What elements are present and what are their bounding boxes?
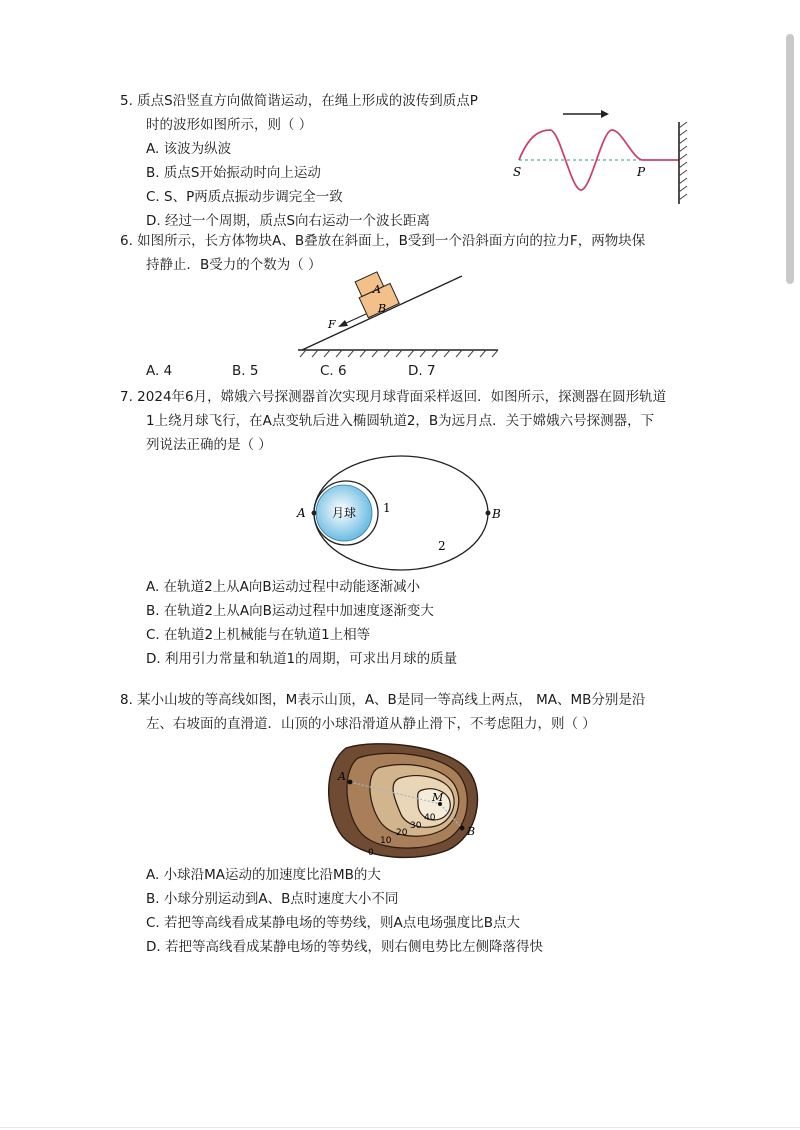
q5-option-b: B. 质点S开始振动时向上运动 xyxy=(146,165,321,181)
contour-label-20: 20 xyxy=(396,828,408,838)
point-a xyxy=(348,780,353,785)
label-b: B xyxy=(467,825,476,838)
q5-option-a: A. 该波为纵波 xyxy=(146,141,232,157)
q7-orbit-figure xyxy=(292,452,512,576)
point-b xyxy=(460,826,465,831)
label-a: A xyxy=(338,770,346,783)
q7-option-a: A. 在轨道2上从A向B运动过程中动能逐渐减小 xyxy=(146,579,421,595)
q5-stem-line1: 5. 质点S沿竖直方向做简谐运动，在绳上形成的波传到质点P xyxy=(120,93,478,109)
ground-hatching xyxy=(300,350,498,357)
q8-option-a: A. 小球沿MA运动的加速度比沿MB的大 xyxy=(146,867,381,883)
contour-label-30: 30 xyxy=(410,821,422,831)
force-arrow-head xyxy=(338,320,348,327)
q7-option-d: D. 利用引力常量和轨道1的周期，可求出月球的质量 xyxy=(146,651,458,667)
q8-option-c: C. 若把等高线看成某静电场的等势线，则A点电场强度比B点大 xyxy=(146,915,521,931)
contour-label-0: 0 xyxy=(368,848,374,858)
label-m: M xyxy=(432,791,444,804)
q6-option-c: C. 6 xyxy=(320,363,347,379)
q7-option-b: B. 在轨道2上从A向B运动过程中加速度逐渐变大 xyxy=(146,603,434,619)
q6-option-d: D. 7 xyxy=(408,363,436,379)
label-p: P xyxy=(637,165,646,179)
contour-label-10: 10 xyxy=(380,836,392,846)
page-bottom-rule xyxy=(0,1127,800,1128)
orbit-2-label: 2 xyxy=(438,539,446,553)
q6-option-a: A. 4 xyxy=(146,363,173,379)
q6-stem-line1: 6. 如图所示，长方体物块A、B叠放在斜面上，B受到一个沿斜面方向的拉力F，两物块保 xyxy=(120,233,646,249)
q8-option-d: D. 若把等高线看成某静电场的等势线，则右侧电势比左侧降落得快 xyxy=(146,939,543,955)
q7-option-c: C. 在轨道2上机械能与在轨道1上相等 xyxy=(146,627,371,643)
label-b: B xyxy=(378,302,387,315)
vertical-scrollbar[interactable] xyxy=(786,34,794,284)
point-b xyxy=(486,511,491,516)
q6-incline-figure xyxy=(292,268,504,360)
label-b: B xyxy=(492,507,501,521)
q8-option-b: B. 小球分别运动到A、B点时速度大小不同 xyxy=(146,891,399,907)
wall-hatching xyxy=(679,122,687,200)
q7-stem-line2: 1上绕月球飞行，在A点变轨后进入椭圆轨道2，B为远月点．关于嫦娥六号探测器，下 xyxy=(146,413,655,429)
q8-contour-figure xyxy=(318,740,488,862)
contour-label-40: 40 xyxy=(424,813,436,823)
moon-label: 月球 xyxy=(332,506,357,520)
q5-option-d: D. 经过一个周期，质点S向右运动一个波长距离 xyxy=(146,213,431,229)
q5-wave-figure xyxy=(505,100,695,210)
q6-stem-line2: 持静止．B受力的个数为（ ） xyxy=(146,257,322,273)
label-f: F xyxy=(328,318,336,331)
orbit-1-label: 1 xyxy=(383,501,391,515)
q6-option-b: B. 5 xyxy=(232,363,259,379)
label-a: A xyxy=(297,506,306,520)
q5-stem-line2: 时的波形如图所示，则（ ） xyxy=(146,117,313,133)
q8-stem-line2: 左、右坡面的直滑道．山顶的小球沿滑道从静止滑下，不考虑阻力，则（ ） xyxy=(146,716,596,732)
label-s: S xyxy=(513,165,522,179)
q7-stem-line3: 列说法正确的是（ ） xyxy=(146,437,272,453)
arrow-head xyxy=(601,110,609,118)
point-a xyxy=(312,511,317,516)
q8-stem-line1: 8. 某小山坡的等高线如图，M表示山顶，A、B是同一等高线上两点， MA、MB分别是沿 xyxy=(120,692,646,708)
q7-stem-line1: 7. 2024年6月，嫦娥六号探测器首次实现月球背面采样返回．如图所示，探测器在圆形轨道 xyxy=(120,389,667,405)
label-a: A xyxy=(373,283,381,296)
q5-option-c: C. S、P两质点振动步调完全一致 xyxy=(146,189,343,205)
